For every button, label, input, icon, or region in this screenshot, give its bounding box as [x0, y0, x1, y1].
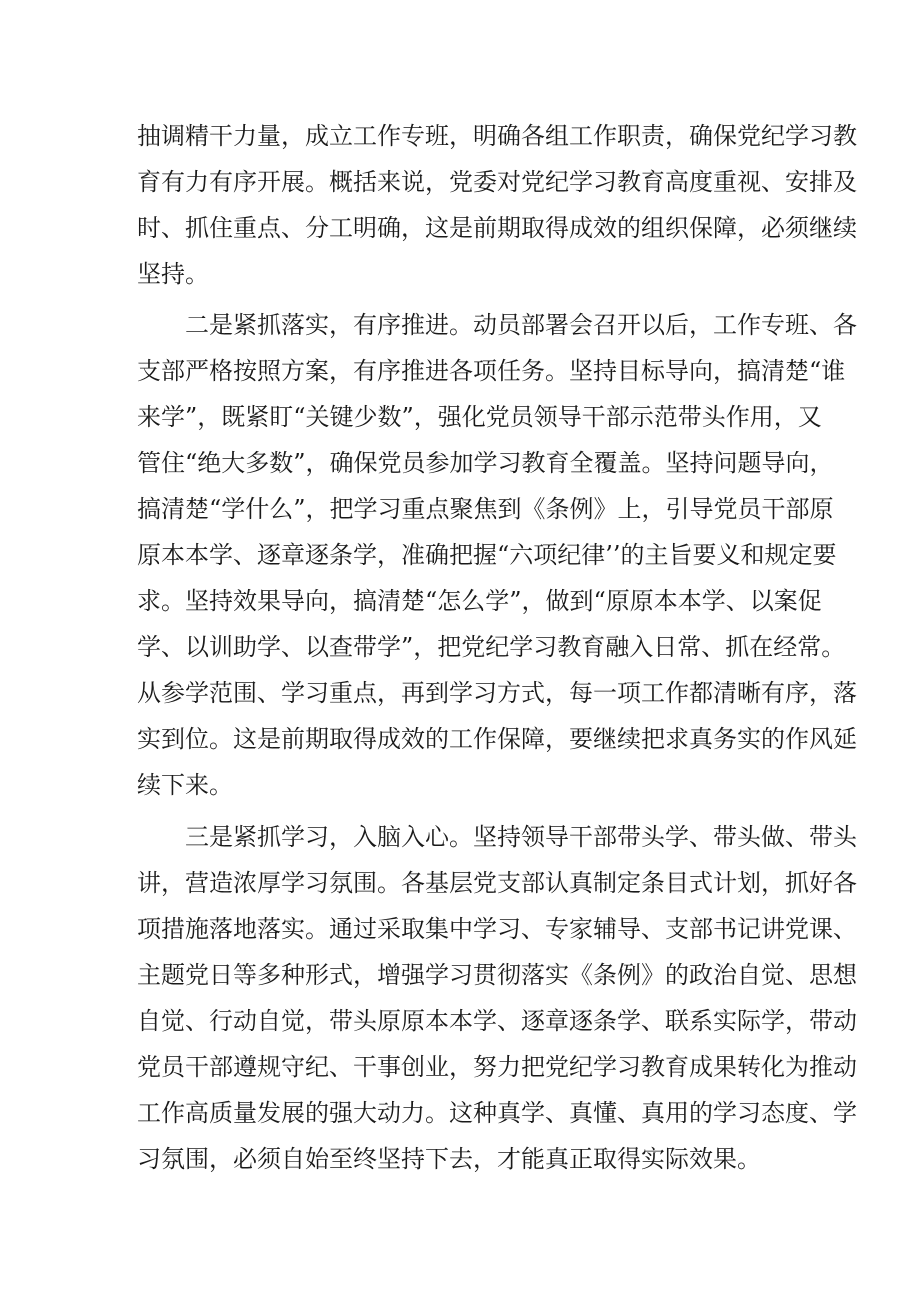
text-line: 搞清楚“学什么”，把学习重点聚焦到《条例》上，引导党员干部原: [137, 495, 834, 523]
text-line: 三是紧抓学习，入脑入心。坚持领导干部带头学、带头做、带头: [185, 823, 857, 851]
text-line: 原本本学、逐章逐条学，准确把握“六项纪律’’的主旨要义和规定要: [137, 541, 837, 569]
text-line: 实到位。这是前期取得成效的工作保障，要继续把求真务实的作风延: [137, 725, 857, 753]
paragraph-2: [137, 302, 857, 808]
paragraph-1: [137, 113, 857, 297]
text-line: 主题党日等多种形式，增强学习贯彻落实《条例》的政治自觉、思想: [137, 961, 857, 989]
text-line: 续下来。: [137, 771, 233, 799]
text-line: 二是紧抓落实，有序推进。动员部署会召开以后，工作专班、各: [185, 311, 857, 339]
text-line: 从参学范围、学习重点，再到学习方式，每一项工作都清晰有序，落: [137, 679, 857, 707]
text-line: 工作高质量发展的强大动力。这种真学、真懂、真用的学习态度、学: [137, 1099, 857, 1127]
text-line: 求。坚持效果导向，搞清楚“怎么学”，做到“原原本本学、以案促: [137, 587, 822, 615]
text-line: 来学”，既紧盯“关键少数”，强化党员领导干部示范带头作用，又: [137, 403, 822, 431]
text-line: 自觉、行动自觉，带头原原本本学、逐章逐条学、联系实际学，带动: [137, 1007, 857, 1035]
text-line: 坚持。: [137, 260, 209, 288]
text-line: 育有力有序开展。概括来说，党委对党纪学习教育高度重视、安排及: [137, 168, 857, 196]
text-line: 抽调精干力量，成立工作专班，明确各组工作职责，确保党纪学习教: [137, 122, 857, 150]
text-line: 讲，营造浓厚学习氛围。各基层党支部认真制定条目式计划，抓好各: [137, 869, 857, 897]
text-line: 学、以训助学、以查带学”，把党纪学习教育融入日常、抓在经常。: [137, 633, 846, 661]
text-line: 支部严格按照方案，有序推进各项任务。坚持目标导向，搞清楚“谁: [137, 357, 846, 385]
text-line: 党员干部遵规守纪、干事创业，努力把党纪学习教育成果转化为推动: [137, 1053, 857, 1081]
text-line: 习氛围，必须自始至终坚持下去，才能真正取得实际效果。: [137, 1145, 761, 1173]
text-line: 时、抓住重点、分工明确，这是前期取得成效的组织保障，必须继续: [137, 214, 857, 242]
text-line: 项措施落地落实。通过采取集中学习、专家辅导、支部书记讲党课、: [137, 915, 857, 943]
paragraph-3: [137, 814, 857, 1182]
text-line: 管住“绝大多数”，确保党员参加学习教育全覆盖。坚持问题导向，: [137, 449, 834, 477]
